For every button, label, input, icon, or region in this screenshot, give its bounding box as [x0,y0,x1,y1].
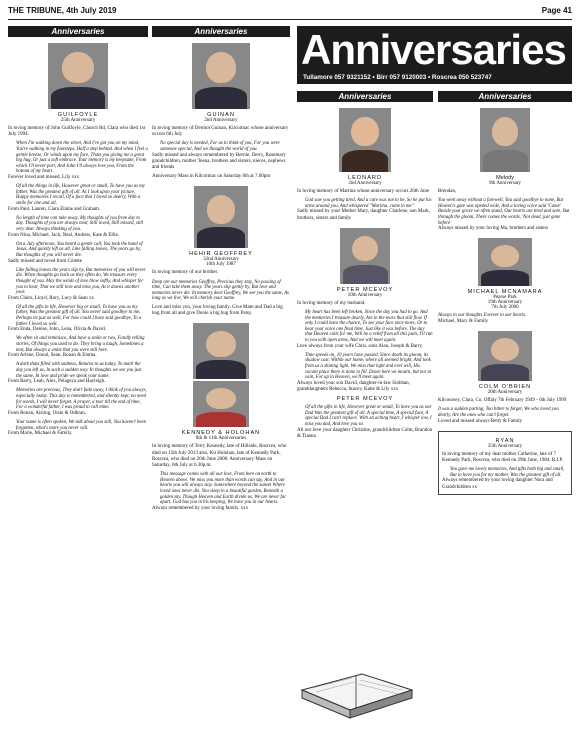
photo-pair [152,323,290,379]
section-bar: Anniversaries [152,26,290,37]
signature: From Enda, Denise, John, Lena, Olivia & David. [8,327,107,333]
notice-name: PETER MCEVOY [336,286,394,293]
signature: All our love your daughter Christine, grandchildren Colm, Brandon & Tianna [297,427,433,439]
photo-kennedy [193,323,249,379]
notice-intro: In loving memory of our brother. [152,270,219,276]
signature: Love and miss you, your loving family. Give Mam and Dad a big hug from all and give Donie a big hug from Patsy. [152,304,283,317]
poem: Deep are our memories Geoffrey, Precious they stay, No passing of time, Can take them away. The years slip gently by, But love and memories never die. In memory dear Geoffrey, We see you the same, As long as we live, We will cherish your name. [152,279,289,302]
notice-sub: 9th Anniversary [488,181,522,186]
signature: From Barry, Leah, Alex, Pelageya and Hayleigh. [8,379,106,385]
poem: No length of time can take away, My thoughts of you from day to day. Thoughts of you are always near, Still loved, Still missed, still very dear. Always thinking of you. [16,215,144,232]
notice-sub: 20th Anniversary [487,390,523,396]
mass-notice: Anniversary Mass in Kilcormac on Saturday 6th at 7.00pm [152,174,271,180]
masthead [297,26,572,84]
signature: Always loved your son David, daughter-in-law Siobhan, granddaughters Rebecca, Stacey, Katie & Lily xxx [297,380,410,392]
masthead-title: Anniversaries [301,26,566,73]
signature: From Paul, Lauren, Ciara Elaine and Graham. [8,206,101,212]
signature: From Marie, Michael & Family. [8,431,73,437]
signature: Sadly missed by your Mother Mary, daughter Charlene, son Mark, brothers, sisters and family [297,209,430,221]
signature: Always remembered by your loving daughter Nora and Grandchildren xx [442,478,553,490]
section-bar: Anniversaries [8,26,148,37]
photo-mcnamara [478,238,532,286]
photo-guinan [192,43,250,109]
signature: Loved and missed always Betty & Family [438,418,523,424]
photo-guilfoyle [48,43,108,109]
notice-sub: 19th Anniversary [487,300,523,306]
signature: Sadly missed and always remembered by Bernie, Derry, Rosemary grandchildren, mother Teena, brothers and sisters, nieces, nephews and friends [152,152,286,170]
poem: We often sit and reminisce, And have a smile or two, Fondly telling stories, Of things you used to do. They bring a laugh, Sometimes a tear, But always a smile that you were still here. [16,336,145,353]
notice-intro: In loving memory of John Guilfoyle, Church Rd, Clara who died 1st July 1994. [8,126,146,138]
notice-intro: In loving memory of Martina whose anniversary occurs 26th June [297,189,430,194]
signature: Always remembered by your loving family. xxx [152,505,249,511]
poem: Like falling leaves the years slip by, But memories of you will never die. When thoughts go back as they often do, We treasure every thought of you. May the winds of love blow softly, And whisper for you to hear, That we still love and miss you, As it dawns another year. [16,267,146,296]
notice-intro: In loving memory of Dermot Guinan, Kilcormac whose anniversary occurs 6th July [152,126,289,138]
photo-obrien [478,331,532,381]
column-1 [8,26,148,437]
poem: On a July afternoon, You heard a gentle call, You took the hand of Jesus, And quietly left us all. Like falling leaves, The years go by, But thoughts of you will never die. [16,241,143,258]
poem: Memories are precious, They don't fade away, I think of you always, especially today. This day is remembered, and silently kept, no need for words, I will never forget. A prayer, a tear till the end of time, For a wonderful father, I was proud to call mine. [16,388,147,411]
poem: You gave me lovely memories, And gifts both big and small, But to have you for my mother, Was the greatest gift of all. [450,467,565,478]
notice-sub: 10th Anniversary [347,292,383,298]
poem: No special day is needed, For us to think of you, For you were someone special, And we thought the world of you. [160,141,280,152]
notice-name: LEONARD [347,175,383,181]
column-4 [438,91,572,495]
signature: From Arlene, Donal, Sean, Ronan & Emma. [8,353,97,359]
notice-intro: In loving memory of my dear mother Catherine, late of 7 Kennedy Park, Roscrea, who died on 29th June, 1984. R.I.P. [442,451,563,463]
section-bar: Anniversaries [297,91,433,102]
photo-peter-mcevoy [340,228,390,284]
notice-name: PETER MCEVOY [336,396,394,403]
poem: A dark thats filled with sadness, Returns to us today, To mark the day you left us, In such a sudden way. In thoughts we see you just the same, In love and pride we speak your name. [16,362,142,379]
page-number: Page 41 [541,6,572,15]
photo-geoffrey [194,186,248,248]
signature: Always missed by your loving Ma, brothers and sisters [438,226,549,232]
signature: From Ronan, Aisling, Oisin & Odhran. [8,410,87,416]
header-rule [8,19,572,20]
column-3 [297,91,433,440]
notice-sub: 35th Anniversary [487,443,523,449]
notice-intro: In loving memory of Terry Kennedy, late of Hillside, Roscrea, who died on 15th July 2013 also, Kit Holohan, late of Kennedy Park, Roscrea, who died on 26th June 2008. Anniversary Mass on Saturday, 6th July at 6.30p.m. [152,444,287,468]
section-bar: Anniversaries [438,91,572,102]
notice-intro: Kilcoursey, Clara, Co. Offaly 7th February 1949 - 6th July 1999 [438,398,567,404]
notice-name: RYAN [495,437,515,444]
page-header [8,6,572,18]
poem: Of all the gifts in life, However big or small, To have you as my father, Was the greatest gift of all. You never said goodbye to me, Perhaps its just as well, For how could I have said goodbye, To a father I loved so well. [16,304,142,327]
signature: From Nina, Michael, Jack, Neal, Andrew, Kate & Ellie. [8,232,120,238]
notice-name: COLM O'BRIEN [478,384,532,391]
poem: You went away without a farewell, You said goodbye to none, But Heaven's gate was opened wide, And a loving voice said 'Come' Beside your grave we often stand, Our hearts are tired and sore, But through the gloom, There comes the words, 'Not dead, just gone before' [438,198,570,226]
notice-sub: 25th Anniversary [60,118,96,123]
signature: Love always from your wife Chris, sons Alan, Joseph & Barry. [297,343,423,349]
notice-date: 7th July 2000 [491,305,519,311]
poem: Your name is often spoken, We talk about you still, You haven't been forgotten, what's more you never will. [16,420,146,431]
signature: From Claire, Lloyd, Rory, Lucy & Sean xx [8,295,95,301]
notice-date: 10th July 1987 [206,262,236,268]
notice-box-ryan [438,431,572,495]
notice-name: HEHIR GEOFFREY [189,251,253,258]
poem: This message comes with all our love, From here on earth to Heaven above. We miss you more than words can say, And in our hearts you will always stay. Somewhere beyond the sunset Where loved ones never die, You sleep in a beautiful garden, Beneath a golden sky. Though Heaven and Earth divide us, We are never far apart. God has you in his keeping, We have you in our hearts. [160,472,287,506]
masthead-contact: Tullamore 057 9321152 • Birr 057 9120003 • Roscrea 050 523747 [303,74,492,81]
notice-sub: 8th & 11th Anniversaries [195,436,247,442]
notice-sub: 2nd Anniversary [348,181,382,186]
notice-intro: In loving memory of my husband. [297,300,366,306]
photo-leonard [339,108,391,172]
publication-date: THE TRIBUNE, 4th July 2019 [8,6,117,15]
column-2 [152,26,290,512]
poem: When I'm walking down the street, And I've got you on my mind, You're walking in my footsteps, Half a step behind. And when I feel a gentle breeze, Or winds upon my face, Thats you giving me a great big hug, Or just a soft embrace. Your memory is my keepsake, From which I'll never part, And John I'll always love you, From the bottom of my heart. [16,141,148,175]
signature: Sadly missed and loved from Colette [8,258,83,264]
photo-holohan [193,381,249,427]
notice-name: Melody [495,175,515,181]
poem: Of all the gifts in life, However great or small, To have you as our Dad Was the greatest gift of all. A special time, A special face, A special Dad I can't replace. With an aching heart, I whisper low, I miss you dad, And love you so. [305,405,432,427]
notice-place: Pearse Park [493,295,517,301]
poem: God saw you getting tired, And a cure was not to be, So he put his arms around you, And whispered "Martina, come to me" [305,198,432,209]
notice-intro: Brendan, [438,189,457,194]
notice-sub: 2nd Anniversary [204,118,238,123]
signature: Michael, Mary & Family [438,318,489,324]
notice-name: MICHAEL MCNAMARA [467,289,543,296]
notice-name: KENNEDY & HOLOHAN [181,430,261,437]
bible-illustration [292,670,418,720]
poem: It was a sudden parting, Too bitter to forget, We who loved you dearly, Are the ones who can't forget. [438,407,559,418]
signature: Forever loved and missed, Lily xxx [8,174,80,180]
poem: Time speeds on, 10 years have passed, Since death its gloom, its shadow cast. Within our home, where all seemed bright, And took from us a shining light. We miss that light and ever will, His vacant place there is none to fill. Down here we mourn, but not in vain, For up in Heaven, we'll meet again. [305,352,432,381]
poem: Always in our thoughts Forever in our hearts. [438,313,527,319]
notice-name: GUILFOYLE [57,112,99,118]
poem: Of all the things in life, However great or small, To have you as my father, Was the greatest gift of all. As I look upon your picture, Happy memories I recall, Of a face that I loved so dearly, With a smile for one and all. [16,184,145,206]
photo-melody [480,108,530,172]
notice-sub: 32nd Anniversary [203,257,239,263]
poem: My heart has been left broken, Since the day you had to go. And the memories I treasure dearly, Are in the tears that still flow. If only I could have the chance, To see your face once more, Or to hear your voice one final time, Just like it was before. The day that Heaven calls for me, Will be a relief from all this pain, I'll run to you with open arms, And we will meet again. [305,310,433,343]
notice-name: GUINAN [207,112,235,118]
